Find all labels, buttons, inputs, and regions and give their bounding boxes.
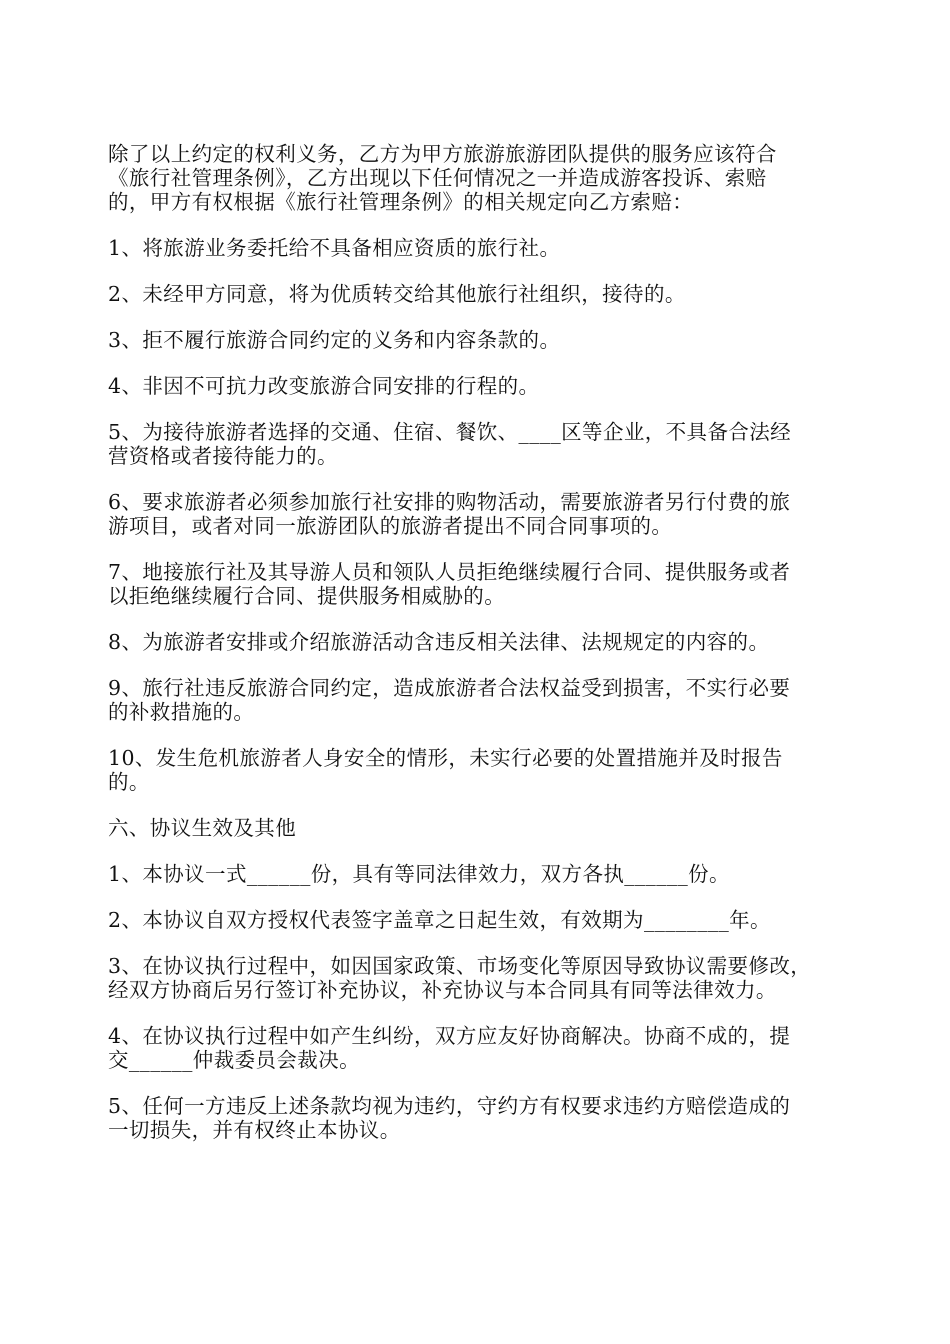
intro-paragraph [108, 142, 842, 214]
item-3 [108, 328, 842, 352]
clause-1 [108, 862, 842, 886]
text-line: 4、非因不可抗力改变旅游合同安排的行程的。 [108, 374, 540, 398]
text-line: 营资格或者接待能力的。 [108, 444, 338, 468]
text-line: 4、在协议执行过程中如产生纠纷，双方应友好协商解决。协商不成的，提 [108, 1024, 791, 1048]
text-line: 9、旅行社违反旅游合同约定，造成旅游者合法权益受到损害，不实行必要 [108, 676, 791, 700]
text-line: 1、本协议一式______份，具有等同法律效力，双方各执______份。 [108, 862, 730, 886]
text-line: 3、拒不履行旅游合同约定的义务和内容条款的。 [108, 328, 561, 352]
item-7 [108, 560, 842, 608]
text-line: 6、要求旅游者必须参加旅行社安排的购物活动，需要旅游者另行付费的旅 [108, 490, 791, 514]
text-line: 10、发生危机旅游者人身安全的情形，未实行必要的处置措施并及时报告 [108, 746, 783, 770]
clause-5 [108, 1094, 842, 1142]
item-5 [108, 420, 842, 468]
item-8 [108, 630, 842, 654]
item-2 [108, 282, 842, 306]
text-line: 游项目，或者对同一旅游团队的旅游者提出不同合同事项的。 [108, 514, 673, 538]
item-1 [108, 236, 842, 260]
item-6 [108, 490, 842, 538]
clause-3 [108, 954, 842, 1002]
text-line: 2、未经甲方同意，将为优质转交给其他旅行社组织，接待的。 [108, 282, 686, 306]
text-line: 5、为接待旅游者选择的交通、住宿、餐饮、____区等企业，不具备合法经 [108, 420, 792, 444]
text-line: 经双方协商后另行签订补充协议，补充协议与本合同具有同等法律效力。 [108, 978, 777, 1002]
text-line: 2、本协议自双方授权代表签字盖章之日起生效，有效期为________年。 [108, 908, 771, 932]
text-line: 1、将旅游业务委托给不具备相应资质的旅行社。 [108, 236, 561, 260]
item-10 [108, 746, 842, 794]
item-9 [108, 676, 842, 724]
document-page [108, 142, 842, 1164]
section-heading-text: 六、协议生效及其他 [108, 816, 297, 840]
text-line: 5、任何一方违反上述条款均视为违约，守约方有权要求违约方赔偿造成的 [108, 1094, 791, 1118]
clause-4 [108, 1024, 842, 1072]
text-line: 以拒绝继续履行合同、提供服务相威胁的。 [108, 584, 506, 608]
clause-2 [108, 908, 842, 932]
text-line: 的。 [108, 770, 150, 794]
text-line: 《旅行社管理条例》，乙方出现以下任何情况之一并造成游客投诉、索赔 [108, 166, 767, 190]
section-heading [108, 816, 842, 840]
text-line: 的补救措施的。 [108, 700, 255, 724]
text-line: 一切损失，并有权终止本协议。 [108, 1118, 401, 1142]
text-line: 除了以上约定的权利义务，乙方为甲方旅游旅游团队提供的服务应该符合 [108, 142, 777, 166]
text-line: 交______仲裁委员会裁决。 [108, 1048, 360, 1072]
item-4 [108, 374, 842, 398]
text-line: 7、地接旅行社及其导游人员和领队人员拒绝继续履行合同、提供服务或者 [108, 560, 791, 584]
text-line: 8、为旅游者安排或介绍旅游活动含违反相关法律、法规规定的内容的。 [108, 630, 770, 654]
text-line: 3、在协议执行过程中，如因国家政策、市场变化等原因导致协议需要修改， [108, 954, 812, 978]
text-line: 的，甲方有权根据《旅行社管理条例》的相关规定向乙方索赔： [108, 190, 694, 214]
